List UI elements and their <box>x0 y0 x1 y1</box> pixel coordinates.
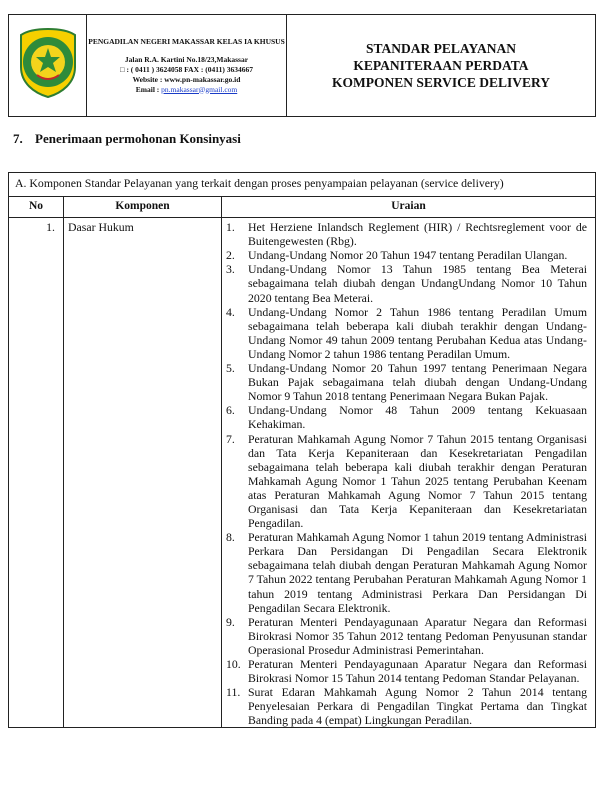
court-logo <box>17 27 79 99</box>
list-item-text: Undang-Undang Nomor 13 Tahun 1985 tentang Bea Meterai sebagaimana telah diubah dengan UndangUndang Nomor 10 Tahun 2020 tentang Bea Meterai. <box>248 262 587 305</box>
table-caption: A. Komponen Standar Pelayanan yang terkait dengan proses penyampaian pelayanan (service delivery) <box>9 173 596 197</box>
court-name: PENGADILAN NEGERI MAKASSAR KELAS IA KHUSUS <box>88 36 285 46</box>
list-item-number: 6. <box>226 403 235 418</box>
list-item-number: 11. <box>226 685 241 700</box>
service-table <box>8 172 596 728</box>
row-uraian <box>222 218 596 728</box>
list-item-number: 3. <box>226 262 235 277</box>
list-item <box>226 657 587 685</box>
list-item <box>226 685 587 727</box>
row-komponen: Dasar Hukum <box>64 218 222 728</box>
title-line-2: KEPANITERAAN PERDATA <box>353 58 529 73</box>
document-title <box>287 15 596 117</box>
table-header-row <box>9 197 596 218</box>
section-title: Penerimaan permohonan Konsinyasi <box>35 131 241 146</box>
legal-basis-list <box>226 220 587 727</box>
court-address-block <box>87 15 287 117</box>
list-item-number: 4. <box>226 304 235 319</box>
court-email: Email : pn.makassar@gmail.com <box>135 84 238 94</box>
list-item-text: Het Herziene Inlandsch Reglement (HIR) / Rechtsreglement voor de Buitengewesten (Rbg). <box>248 220 587 249</box>
list-item-text: Undang-Undang Nomor 20 Tahun 1947 tentang Peradilan Ulangan. <box>248 248 568 263</box>
logo-cell <box>9 15 87 117</box>
phone-icon: □ <box>120 64 125 74</box>
list-item-text: Undang-Undang Nomor 2 Tahun 1986 tentang Peradilan Umum sebagaimana telah beberapa kali diubah terakhir dengan Undang-Undang Nomor 49 tahun 2009 tentang Perubahan Kedua atas Undang-Undang Nomor 2 tahun 1986 tentang Peradilan Umum. <box>248 304 587 361</box>
list-item-text: Undang-Undang Nomor 20 Tahun 1997 tentang Penerimaan Negara Bukan Pajak sebagaimana telah diubah dengan Undang-Undang Nomor 9 Tahun 2018 tentang Penerimaan Negara Bukan Pajak. <box>248 361 587 404</box>
section-number: 7. <box>13 131 23 146</box>
email-link[interactable]: pn.makassar@gmail.com <box>161 84 238 94</box>
list-item <box>226 262 587 304</box>
list-item-text: Peraturan Mahkamah Agung Nomor 1 tahun 2019 tentang Administrasi Perkara Dan Persidangan Di Pengadilan Secara Elektronik sebagaimana telah diubah dengan Peraturan Mahkamah Agung Nomor 7 Tahun 2022 tentang Perubahan Peraturan Mahkamah Agung Nomor 1 tahun 2019 tentang Administrasi Perkara Dan Persidangan Di Pengadilan Secara Elektronik. <box>248 530 587 615</box>
list-item-number: 5. <box>226 361 235 376</box>
title-line-3: KOMPONEN SERVICE DELIVERY <box>331 75 551 90</box>
list-item-number: 1. <box>226 220 235 235</box>
list-item-text: Peraturan Mahkamah Agung Nomor 7 Tahun 2015 tentang Organisasi dan Tata Kerja Kepaniteraan dan Kesekretariatan Pengadilan sebagaimana telah beberapa kali diubah terakhir dengan Peraturan Mahkamah Agung Nomor 1 Tahun 2025 tentang Perubahan Keenam atas Peraturan Mahkamah Agung Nomor 7 Tahun 2015 tentang Organisasi dan Tata Kerja Kepaniteraan dan Kesekretariatan Pengadilan. <box>248 431 587 531</box>
list-item-text: Peraturan Menteri Pendayagunaan Aparatur Negara dan Reformasi Birokrasi Nomor 35 Tahun 2012 tentang Pedoman Penyusunan standar Operasional Prosedur Administrasi Pemerintahan. <box>248 614 587 657</box>
list-item <box>226 220 587 248</box>
document-header <box>8 14 596 117</box>
list-item-number: 9. <box>226 614 235 629</box>
list-item-text: Surat Edaran Mahkamah Agung Nomor 2 Tahun 2014 tentang Penyelesaian Perkara di Pengadilan Tingkat Pertama dan Tingkat Banding pada 4 (empat) Lingkungan Peradilan. <box>248 685 587 728</box>
list-item-number: 2. <box>226 248 235 263</box>
court-address: Jalan R.A. Kartini No.18/23,Makassar <box>124 54 249 64</box>
list-item <box>226 615 587 657</box>
header-komponen: Komponen <box>64 197 222 218</box>
list-item-text: Undang-Undang Nomor 48 Tahun 2009 tentang Kekuasaan Kehakiman. <box>248 403 587 432</box>
list-item <box>226 403 587 431</box>
court-website: Website : www.pn-makassar.go.id <box>132 74 241 84</box>
list-item <box>226 248 587 262</box>
header-uraian: Uraian <box>222 197 596 218</box>
list-item <box>226 432 587 531</box>
row-number: 1. <box>9 218 64 728</box>
list-item-number: 7. <box>226 431 235 446</box>
table-row <box>9 218 596 728</box>
list-item <box>226 361 587 403</box>
court-phone-fax: □ : ( 0411 ) 3624058 FAX : (0411) 3634667 <box>120 64 253 74</box>
list-item-number: 8. <box>226 530 235 545</box>
list-item <box>226 530 587 615</box>
list-item-number: 10. <box>226 657 241 671</box>
section-heading <box>13 131 241 147</box>
list-item <box>226 305 587 361</box>
list-item-text: Peraturan Menteri Pendayagunaan Aparatur Negara dan Reformasi Birokrasi Nomor 15 Tahun 2014 tentang Pedoman Standar Pelayanan. <box>248 657 587 686</box>
header-no: No <box>9 197 64 218</box>
title-line-1: STANDAR PELAYANAN <box>366 41 516 56</box>
